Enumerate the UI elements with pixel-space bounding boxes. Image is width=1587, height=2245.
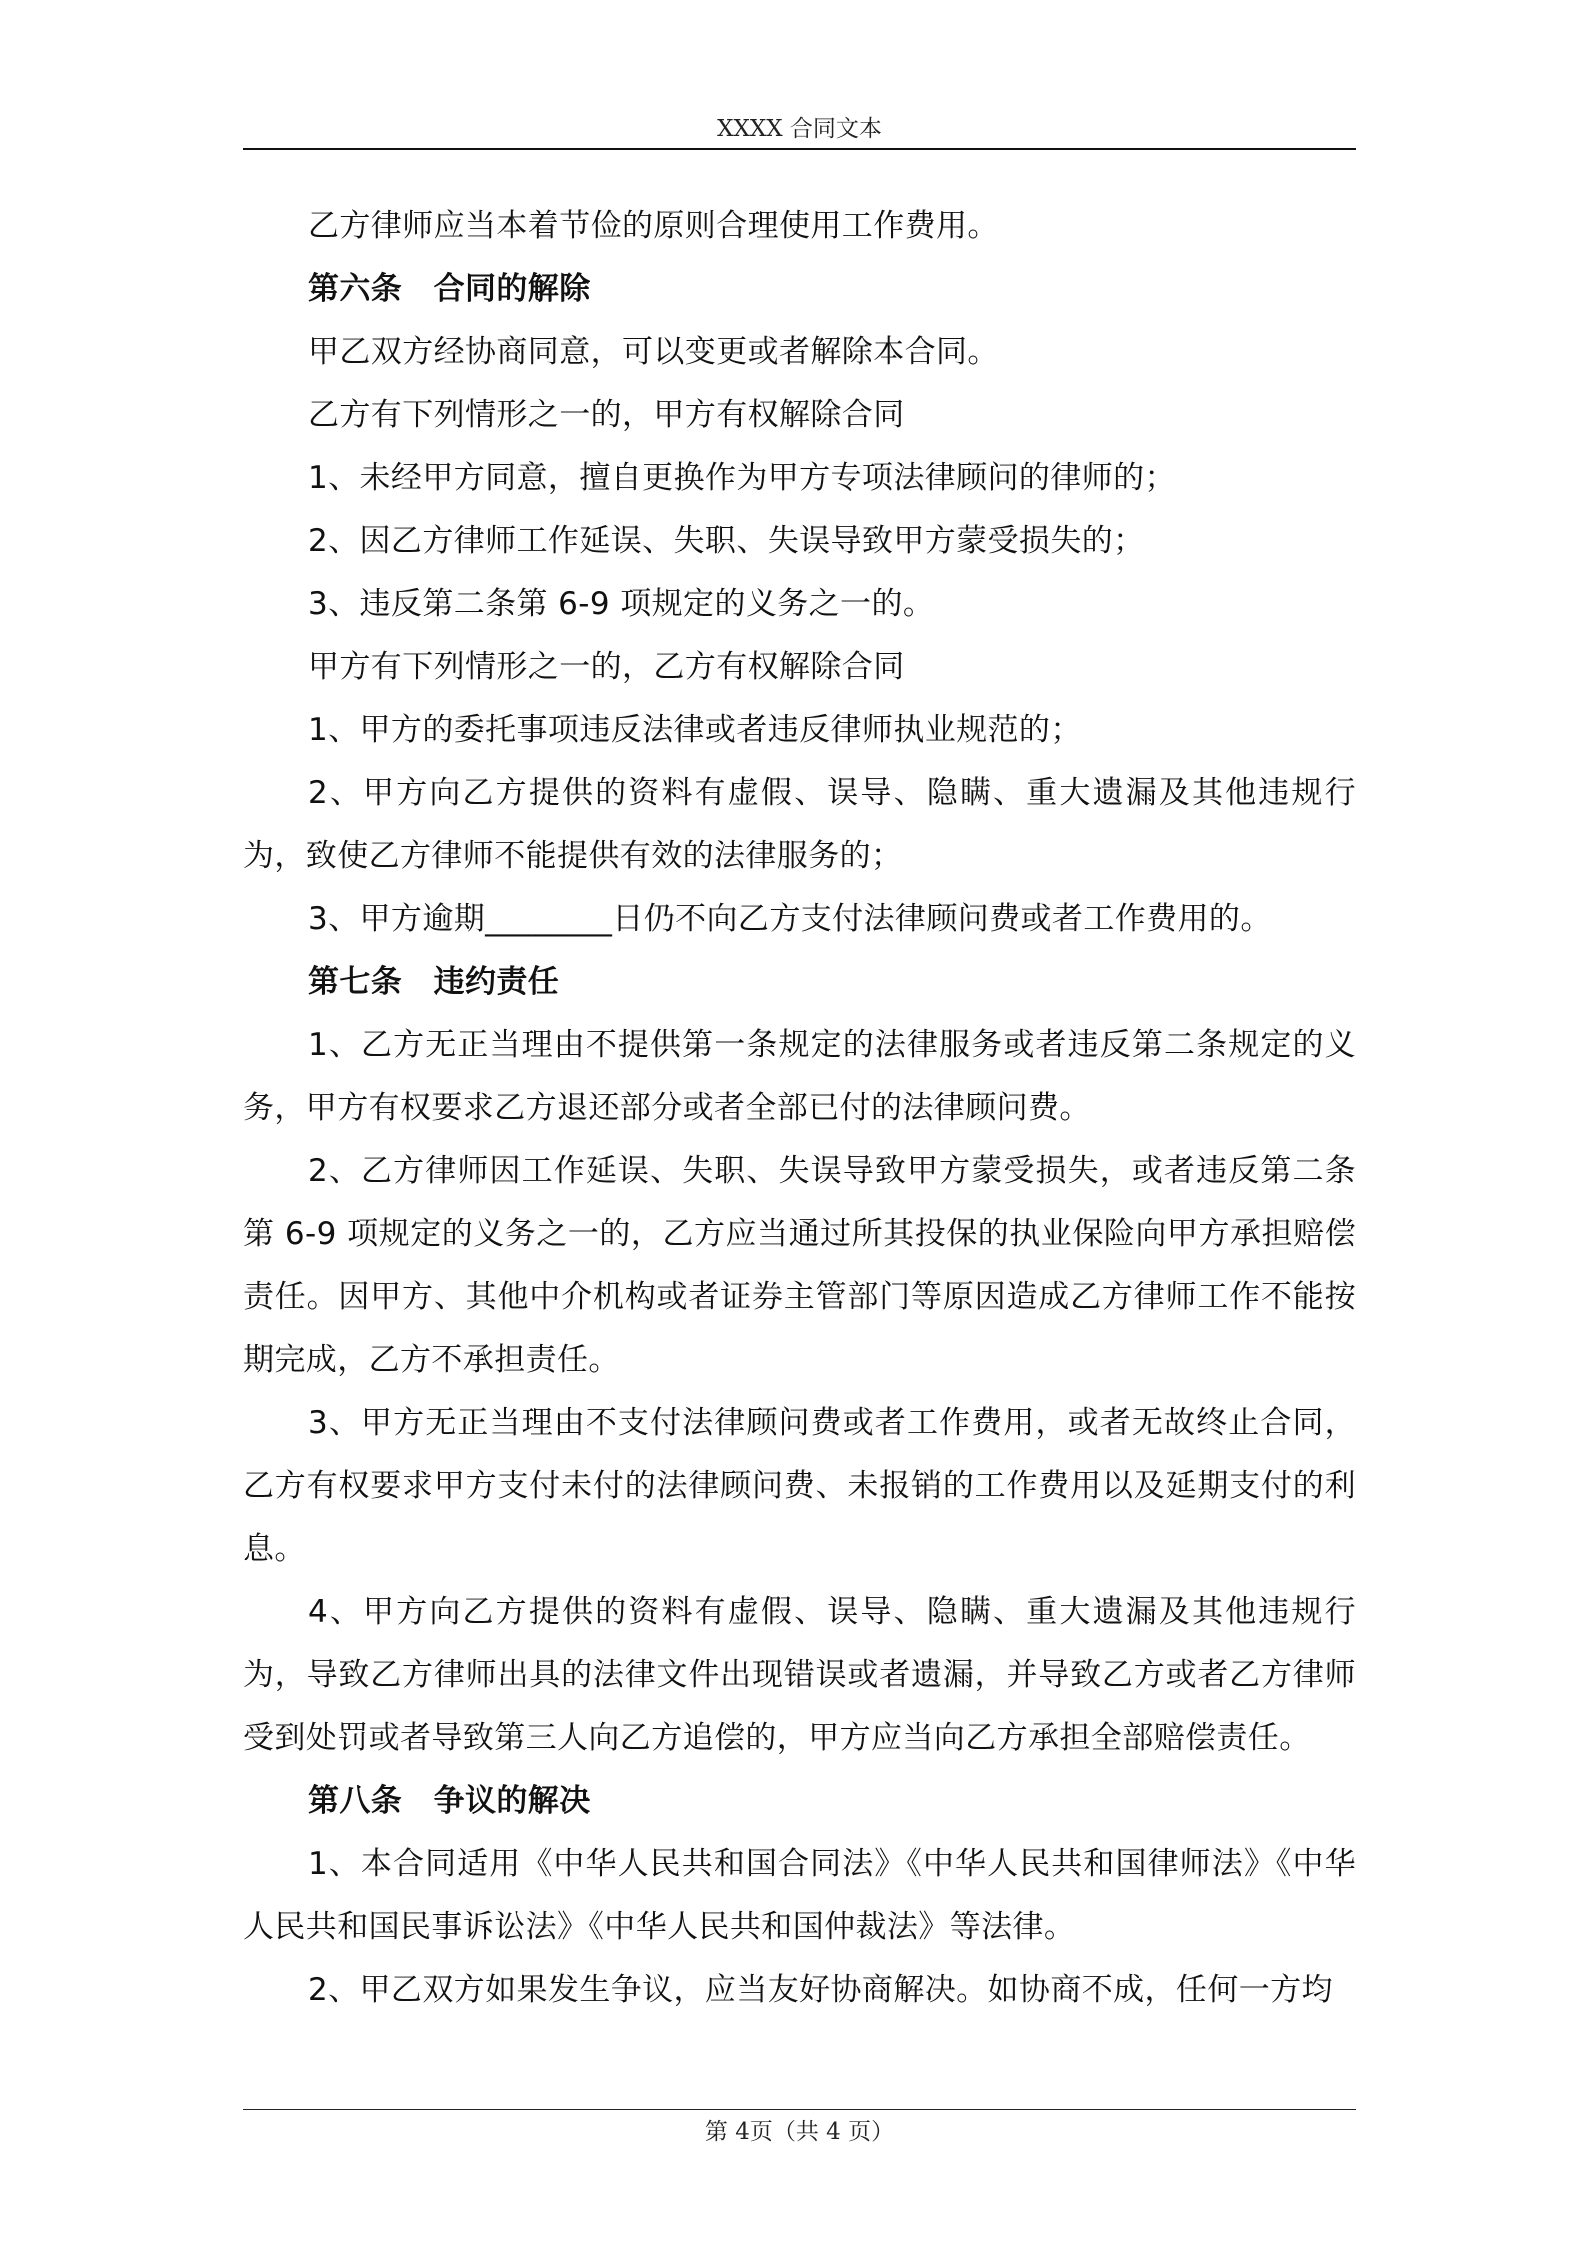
section-heading-article-8: 第八条 争议的解决 [308,1783,591,1819]
paragraph: 甲方有下列情形之一的，乙方有权解除合同 [308,649,905,685]
paragraph: 3、违反第二条第 6-9 项规定的义务之一的。 [308,586,935,622]
paragraph: 4、甲方向乙方提供的资料有虚假、误导、隐瞒、重大遗漏及其他违规行为，导致乙方律师出具的法律文件出现错误或者遗漏，并导致乙方或者乙方律师受到处罚或者导致第三人向乙方追偿的，甲方应当向乙方承担全部赔偿责任。 [243,1594,1356,1756]
paragraph: 2、乙方律师因工作延误、失职、失误导致甲方蒙受损失，或者违反第二条第 6-9 项规定的义务之一的，乙方应当通过所其投保的执业保险向甲方承担赔偿责任。因甲方、其他中介机构或者证券主管部门等原因造成乙方律师工作不能按期完成，乙方不承担责任。 [243,1153,1356,1378]
paragraph: 1、未经甲方同意，擅自更换作为甲方专项法律顾问的律师的； [308,460,1176,496]
paragraph: 3、甲方无正当理由不支付法律顾问费或者工作费用，或者无故终止合同，乙方有权要求甲方支付未付的法律顾问费、未报销的工作费用以及延期支付的利息。 [243,1405,1356,1567]
paragraph: 乙方律师应当本着节俭的原则合理使用工作费用。 [308,208,999,244]
page-header-title: XXXX 合同文本 [717,116,882,142]
footer-divider [243,2109,1356,2110]
paragraph: 2、甲乙双方如果发生争议，应当友好协商解决。如协商不成，任何一方均 [308,1972,1333,2008]
paragraph: 3、甲方逾期________日仍不向乙方支付法律顾问费或者工作费用的。 [308,901,1272,937]
section-heading-article-7: 第七条 违约责任 [308,964,560,1000]
paragraph: 2、因乙方律师工作延误、失职、失误导致甲方蒙受损失的； [308,523,1145,559]
paragraph: 1、乙方无正当理由不提供第一条规定的法律服务或者违反第二条规定的义务，甲方有权要求乙方退还部分或者全部已付的法律顾问费。 [243,1027,1356,1126]
section-heading-article-6: 第六条 合同的解除 [308,271,591,307]
paragraph: 乙方有下列情形之一的，甲方有权解除合同 [308,397,905,433]
paragraph: 1、甲方的委托事项违反法律或者违反律师执业规范的； [308,712,1082,748]
page-number: 第 4页（共 4 页） [704,2119,895,2145]
document-body [243,195,1356,2022]
paragraph: 1、本合同适用《中华人民共和国合同法》《中华人民共和国律师法》《中华人民共和国民事诉讼法》《中华人民共和国仲裁法》等法律。 [243,1846,1356,1945]
paragraph: 2、甲方向乙方提供的资料有虚假、误导、隐瞒、重大遗漏及其他违规行为，致使乙方律师不能提供有效的法律服务的； [243,775,1356,874]
paragraph: 甲乙双方经协商同意，可以变更或者解除本合同。 [308,334,999,370]
header-divider [243,148,1356,150]
